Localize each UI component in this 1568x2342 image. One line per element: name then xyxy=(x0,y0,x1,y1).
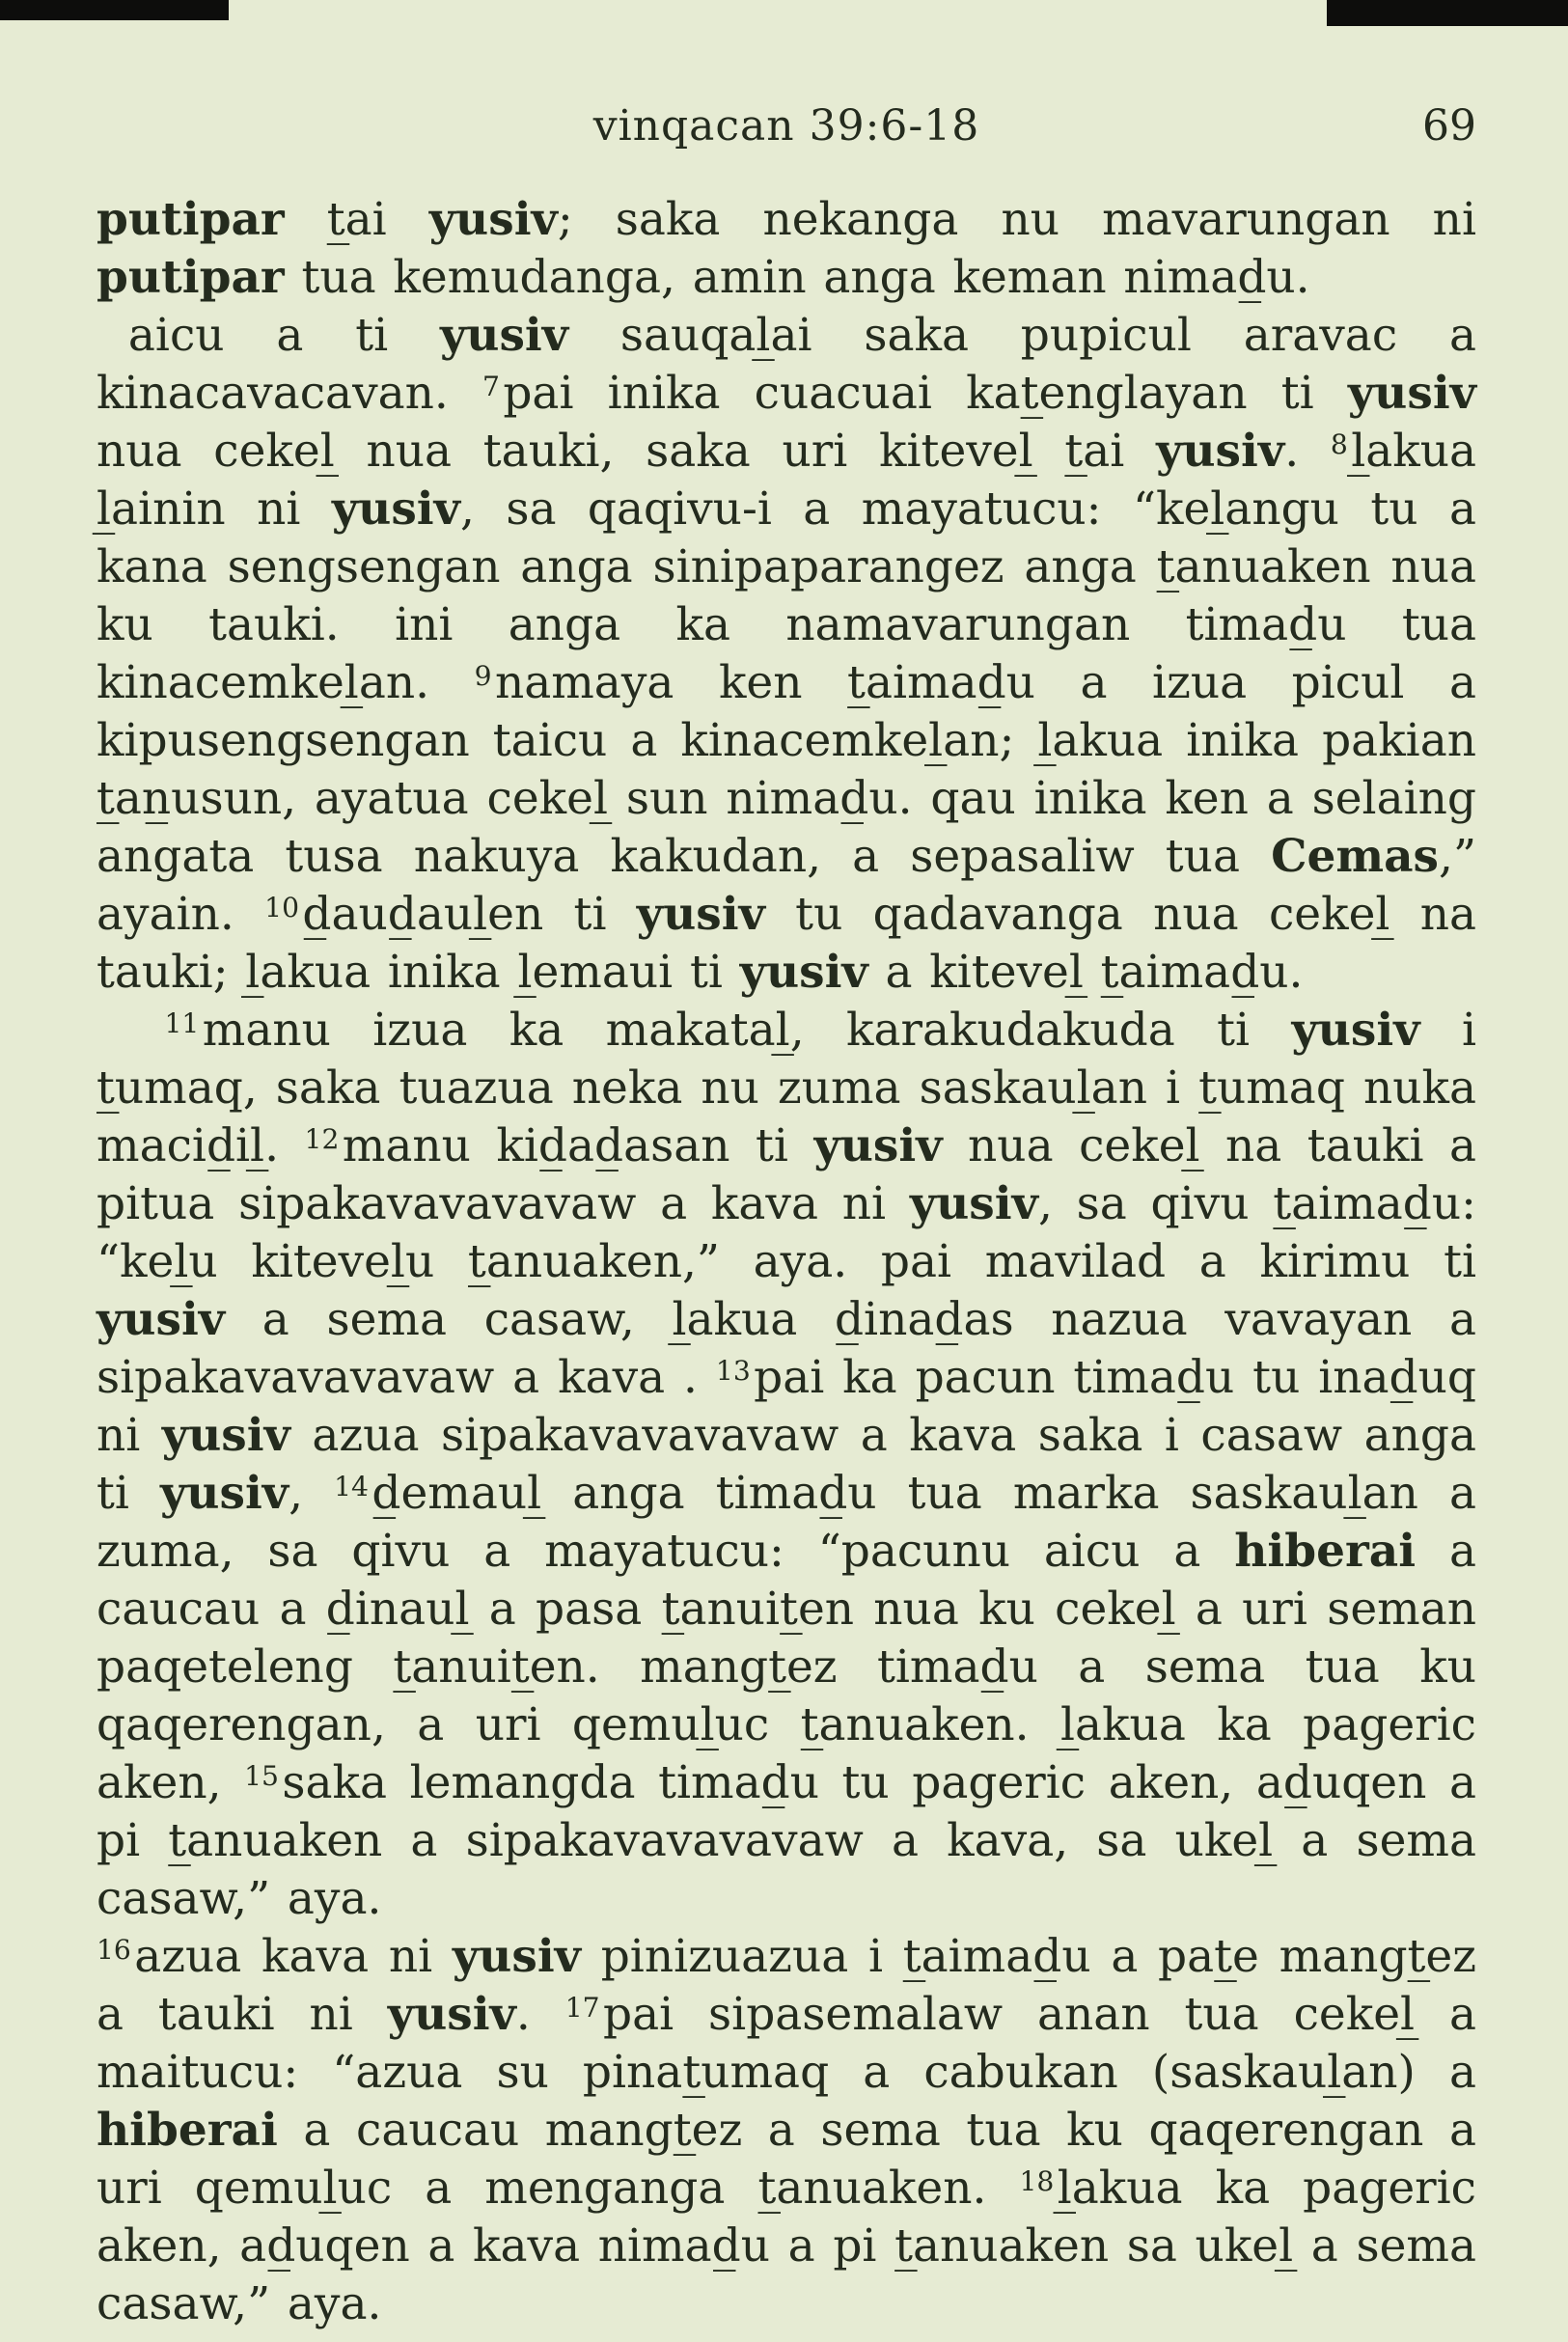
bold-word: yusiv xyxy=(439,309,569,362)
paragraph xyxy=(96,191,1476,307)
page-header xyxy=(96,99,1476,153)
verse-number: 15 xyxy=(244,1760,279,1793)
text-run: manu kid̲ad̲asan ti xyxy=(342,1119,814,1172)
bold-word: yusiv xyxy=(387,1988,516,2041)
bold-word: yusiv xyxy=(161,1409,290,1462)
text-run: manu izua ka makatal̲, karakudakuda ti xyxy=(202,1004,1292,1057)
text-run: a caucau mangt̲ez a sema tua ku qaqerengan a uri qemul̲uc a menganga t̲anuaken. xyxy=(96,2104,1476,2215)
text-run: ; saka nekanga nu mavarungan ni xyxy=(557,193,1476,246)
text-run: . xyxy=(1284,425,1331,478)
bold-word: hiberai xyxy=(1234,1525,1417,1578)
scan-artifact-top-right xyxy=(1327,0,1568,26)
text-run: , xyxy=(289,1467,335,1520)
verse-number: 7 xyxy=(482,371,500,403)
text-run: , sa qaqivu-i a mayatucu: “kel̲angu tu a kana sengsengan anga sinipaparangez anga t̲anuaken nua ku tauki. ini anga ka namavarungan timad̲u tua kinacemkel̲an. xyxy=(96,482,1477,709)
text-run: pai ka pacun timad̲u tu inad̲uq ni xyxy=(96,1351,1476,1462)
bold-word: yusiv xyxy=(331,482,460,536)
verse-number: 16 xyxy=(96,1934,131,1967)
bold-word: yusiv xyxy=(452,1930,581,1983)
text-run: , sa qivu t̲aimad̲u: “kel̲u kitevel̲u t̲anuaken,” aya. pai mavilad a kirimu ti xyxy=(96,1177,1476,1288)
text-run: d̲emaul̲ anga timad̲u tua marka saskaul̲an a zuma, sa qivu a mayatucu: “pacunu aicu a xyxy=(96,1467,1476,1578)
bold-word: yusiv xyxy=(428,193,558,246)
verse-number: 10 xyxy=(264,892,300,924)
bold-word: yusiv xyxy=(1156,425,1285,478)
bold-word: yusiv xyxy=(160,1467,289,1520)
verse-number: 17 xyxy=(564,1992,600,2025)
bold-word: yusiv xyxy=(813,1119,943,1172)
text-run: saka lemangda timad̲u tu pageric aken, ad̲uqen a pi t̲anuaken a sipakavavavavaw a kava, sa ukel̲ a sema casaw,” aya. xyxy=(96,1756,1476,1925)
text-run: . xyxy=(515,1988,565,2041)
text-run: tua kemudanga, amin anga keman nimad̲u. xyxy=(284,251,1310,304)
text-run: azua sipakavavavavaw a kava saka i casaw anga ti xyxy=(96,1409,1477,1520)
verse-number: 14 xyxy=(334,1471,369,1503)
text-run: d̲aud̲aul̲en ti xyxy=(302,888,637,941)
text-run: pai inika cuacuai kat̲englayan ti xyxy=(503,367,1348,420)
bold-word: yusiv xyxy=(909,1177,1038,1230)
paragraph xyxy=(96,1002,1476,1928)
page-number: 69 xyxy=(1422,101,1476,151)
bold-word: putipar xyxy=(96,193,285,246)
body-text xyxy=(96,191,1476,2333)
text-run: namaya ken t̲aimad̲u a izua picul a kipusengsengan taicu a kinacemkel̲an; l̲akua inika pakian t̲an̲usun, ayatua cekel̲ sun nimad̲u. qau inika ken a selaing angata tusa nakuya kakudan, a sepasaliw tua xyxy=(96,656,1476,883)
text-run: pinizuazua i t̲aimad̲u a pat̲e mangt̲ez a tauki ni xyxy=(96,1930,1476,2041)
bold-word: hiberai xyxy=(96,2104,278,2157)
text-run: a caucau a d̲inaul̲ a pasa t̲anuit̲en nua ku cekel̲ a uri seman paqeteleng t̲anuit̲en. mangt̲ez timad̲u a sema tua ku qaqerengan, a uri qemul̲uc t̲anuaken. l̲akua ka pageric aken, xyxy=(96,1525,1476,1809)
text-run: l̲akua l̲ainin ni xyxy=(96,425,1477,536)
text-run: a sema casaw, l̲akua d̲inad̲as nazua vavayan a sipakavavavavaw a kava . xyxy=(96,1293,1476,1404)
text-run: nua cekel̲ nua tauki, saka uri kitevel̲ t̲ai xyxy=(96,425,1157,478)
verse-number: 11 xyxy=(164,1007,200,1040)
text-run: nua cekel̲ na tauki a pitua sipakavavavavaw a kava ni xyxy=(96,1119,1477,1230)
text-run: pai sipasemalaw anan tua cekel̲ a maitucu: “azua su pinat̲umaq a cabukan (saskaul̲an) a xyxy=(96,1988,1477,2099)
bold-word: yusiv xyxy=(636,888,765,941)
paragraph xyxy=(96,1928,1476,2333)
text-run: sauqal̲ai saka pupicul aravac a kinacavacavan. xyxy=(96,309,1476,420)
bold-word: yusiv xyxy=(1347,367,1476,420)
text-run: t̲ai xyxy=(284,193,429,246)
bold-word: yusiv xyxy=(96,1293,226,1346)
bold-word: yusiv xyxy=(1291,1004,1420,1057)
bold-word: putipar xyxy=(96,251,285,304)
text-run: i t̲umaq, saka tuazua neka nu zuma saskaul̲an i t̲umaq nuka macid̲il̲. xyxy=(96,1004,1476,1172)
paragraph xyxy=(96,307,1476,1002)
bold-word: Cemas xyxy=(1271,830,1440,883)
verse-number: 9 xyxy=(474,660,492,693)
text-run: azua kava ni xyxy=(134,1930,453,1983)
verse-number: 13 xyxy=(715,1355,751,1388)
verse-number: 8 xyxy=(1330,428,1348,461)
text-run: aicu a ti xyxy=(127,309,440,362)
text-run: tu qadavanga nua cekel̲ na tauki; l̲akua inika l̲emaui ti xyxy=(96,888,1476,999)
text-run: a kitevel̲ t̲aimad̲u. xyxy=(867,946,1304,999)
verse-number: 18 xyxy=(1019,2165,1055,2198)
bold-word: yusiv xyxy=(739,946,868,999)
scan-artifact-top-left xyxy=(0,0,229,20)
text-run: l̲akua ka pageric aken, ad̲uqen a kava nimad̲u a pi t̲anuaken sa ukel̲ a sema casaw,” aya. xyxy=(96,2162,1476,2330)
verse-number: 12 xyxy=(304,1123,340,1156)
text-run: ,” ayain. xyxy=(96,830,1476,941)
running-title: vinqacan 39:6-18 xyxy=(592,101,980,151)
